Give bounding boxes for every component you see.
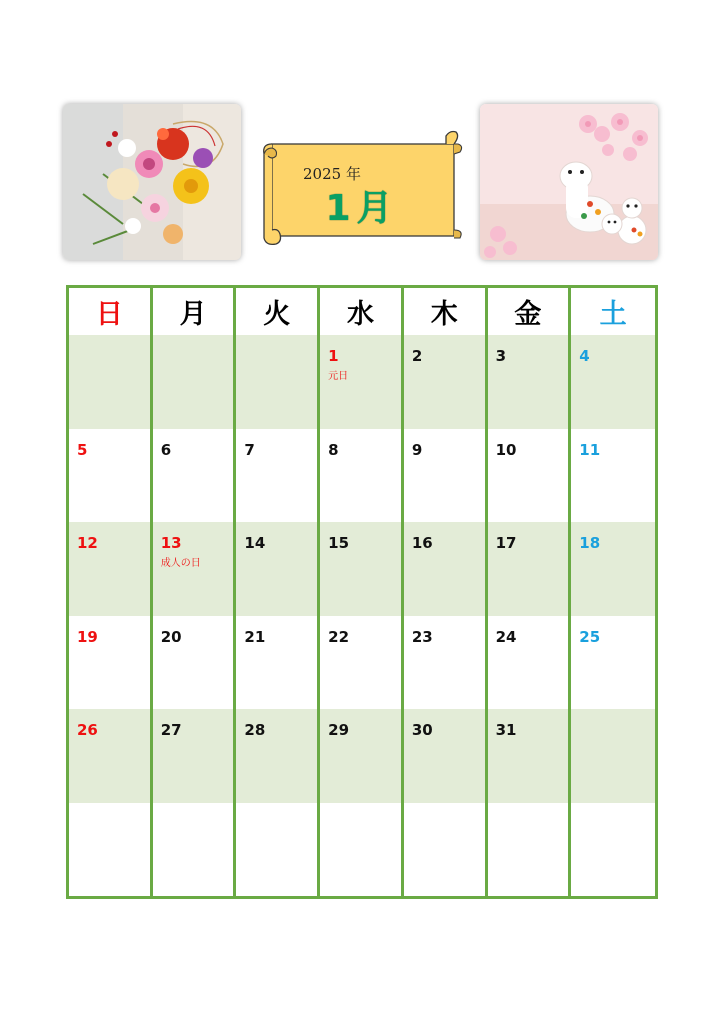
day-cell[interactable] [320,803,404,897]
day-cell[interactable] [488,709,572,803]
day-cell[interactable] [69,709,153,803]
day-number: 14 [244,534,266,552]
day-cell[interactable] [236,803,320,897]
day-cell[interactable] [571,522,655,616]
weekday-header-row [69,288,655,335]
day-number: 18 [579,534,601,552]
day-cell[interactable] [488,616,572,710]
day-cell[interactable] [404,429,488,523]
day-cell[interactable] [404,522,488,616]
day-number: 13 [160,534,182,552]
day-cell[interactable] [320,709,404,803]
day-cell[interactable] [404,803,488,897]
flower-arrangement-photo [63,104,241,260]
day-cell[interactable] [488,429,572,523]
day-number: 15 [328,534,350,552]
weekday-tuesday: 火 [236,288,320,335]
day-cell[interactable] [69,803,153,897]
day-cell[interactable] [404,616,488,710]
day-cell[interactable] [320,616,404,710]
month-title: 1月 [325,188,399,229]
day-cell[interactable] [404,709,488,803]
day-number: 26 [77,721,98,739]
day-cell[interactable] [571,709,655,803]
day-cell[interactable] [69,429,153,523]
day-cell[interactable] [69,616,153,710]
day-cell[interactable] [236,522,320,616]
day-cell[interactable] [488,335,572,429]
day-cell[interactable] [404,335,488,429]
day-number: 20 [160,627,182,646]
day-number: 10 [495,440,517,459]
day-cell[interactable] [571,335,655,429]
day-number: 30 [411,721,433,739]
day-number: 1 [328,347,339,365]
month-banner [260,130,464,248]
day-cell[interactable] [153,616,237,710]
day-number: 17 [495,534,517,552]
day-cell[interactable] [488,803,572,897]
day-cell[interactable] [69,522,153,616]
weekday-saturday: 土 [599,299,627,330]
year-label: 2025 年 [303,165,361,183]
day-number: 24 [495,627,517,646]
snake-figurines-icon [480,104,658,260]
day-number: 21 [244,627,266,646]
day-number: 11 [579,440,601,459]
snake-figurines-photo [480,104,658,260]
weekday-monday: 月 [153,288,237,335]
day-cell[interactable] [236,335,320,429]
day-number: 23 [411,627,433,646]
weekday-thursday: 木 [404,288,488,335]
day-cell[interactable] [236,429,320,523]
weekday-friday: 金 [488,288,572,335]
weekday-wednesday: 水 [320,288,404,335]
day-number: 4 [579,347,590,365]
day-cell[interactable] [153,709,237,803]
day-cell[interactable] [571,616,655,710]
holiday-name: 成人の日 [160,558,201,569]
day-number: 8 [328,440,339,459]
flower-arrangement-icon [63,104,241,260]
day-cell[interactable] [153,335,237,429]
day-cell[interactable] [571,803,655,897]
day-number: 2 [411,347,423,365]
day-cell[interactable] [236,616,320,710]
day-cell[interactable] [320,522,404,616]
day-cell[interactable] [153,803,237,897]
day-number: 22 [328,627,350,646]
day-cell[interactable] [236,709,320,803]
holiday-name: 元日 [328,371,349,382]
day-number: 12 [77,534,98,552]
calendar-days [69,335,655,896]
day-number: 19 [77,627,98,646]
day-cell[interactable] [571,429,655,523]
day-number: 3 [495,347,506,365]
day-number: 9 [411,440,423,459]
day-cell[interactable] [320,335,404,429]
day-number: 31 [495,721,517,739]
day-number: 28 [244,721,266,739]
calendar-grid [66,285,658,899]
weekday-sunday: 日 [69,288,153,335]
day-number: 16 [411,534,433,552]
day-number: 29 [328,721,350,739]
day-cell[interactable] [153,429,237,523]
day-number: 27 [160,721,182,739]
day-number: 5 [77,440,88,459]
day-cell[interactable] [69,335,153,429]
day-number: 6 [160,440,172,459]
day-cell[interactable] [153,522,237,616]
day-number: 25 [579,627,601,646]
day-cell[interactable] [488,522,572,616]
day-number: 7 [244,440,255,459]
day-cell[interactable] [320,429,404,523]
